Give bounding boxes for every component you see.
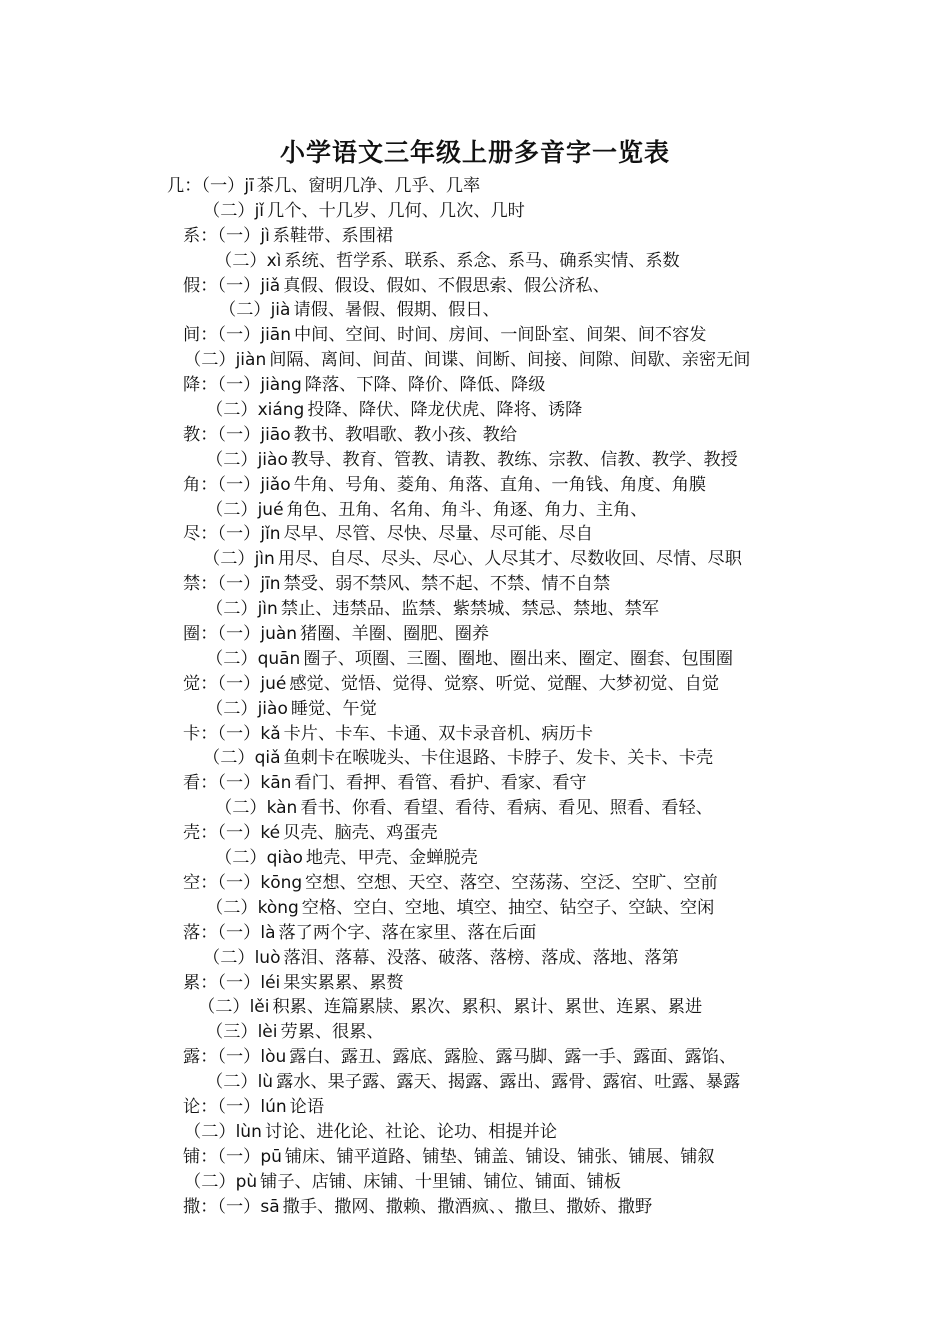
- entry-words: 卡片、卡车、卡通、双卡录音机、病历卡: [283, 723, 593, 744]
- entry-pinyin: kòng: [257, 897, 299, 918]
- entry-words: 教导、教育、管教、请教、教练、宗教、信教、教学、教授: [290, 449, 738, 470]
- entry-prefix: （二）: [203, 748, 255, 769]
- entry-prefix: 角：（一）: [183, 474, 261, 495]
- list-item: [0, 1070, 950, 1095]
- entry-prefix: （二）: [206, 1072, 258, 1093]
- page-title: 小学语文三年级上册多音字一览表: [279, 138, 670, 167]
- entry-words: 撒手、撒网、撒赖、撒酒疯、、撒旦、撒娇、撒野: [282, 1196, 653, 1217]
- entry-prefix: （二）: [203, 947, 255, 968]
- entry-pinyin: sā: [260, 1196, 280, 1217]
- entry-pinyin: juàn: [260, 624, 298, 645]
- entry-words: 间隔、离间、间苗、间谍、间断、间接、间隙、间歇、亲密无间: [269, 350, 751, 371]
- list-item: [0, 647, 950, 672]
- entry-prefix: （二）: [215, 250, 267, 271]
- entry-prefix: （二）: [184, 1121, 236, 1142]
- entry-words: 看门、看押、看管、看护、看家、看守: [294, 773, 587, 794]
- entry-words: 真假、假设、假如、不假思索、假公济私、: [283, 275, 610, 296]
- entry-pinyin: lún: [260, 1096, 287, 1117]
- entry-words: 牛角、号角、菱角、角落、直角、一角钱、角度、角膜: [293, 474, 707, 495]
- entry-prefix: 尽：（一）: [183, 524, 261, 545]
- entry-words: 鱼刺卡在喉咙头、卡住退路、卡脖子、发卡、关卡、卡壳: [283, 748, 714, 769]
- list-item: [0, 547, 950, 572]
- list-item: [0, 1145, 950, 1170]
- list-item: [0, 224, 950, 249]
- list-item: [0, 722, 950, 747]
- entry-words: 禁止、违禁品、监禁、紫禁城、禁忌、禁地、禁军: [280, 599, 659, 620]
- entry-words: 落泪、落幕、没落、破落、落榜、落成、落地、落第: [283, 947, 679, 968]
- entry-pinyin: jìn: [257, 599, 278, 620]
- entry-words: 茶几、窗明几净、几乎、几率: [256, 176, 481, 196]
- entry-pinyin: jìn: [254, 549, 275, 570]
- entry-pinyin: pū: [260, 1146, 282, 1167]
- list-item: [0, 697, 950, 722]
- list-item: [0, 199, 950, 224]
- entry-pinyin: jiāo: [260, 424, 291, 445]
- entry-words: 中间、空间、时间、房间、一间卧室、间架、间不容发: [293, 325, 707, 346]
- entry-prefix: 几：（一）: [167, 176, 245, 196]
- list-item: [0, 274, 950, 299]
- list-item: [0, 871, 950, 896]
- entry-words: 系鞋带、系围裙: [272, 225, 394, 246]
- entry-words: 讨论、进化论、社论、论功、相提并论: [264, 1121, 558, 1142]
- entry-pinyin: quān: [257, 648, 301, 669]
- entry-pinyin: xì: [266, 250, 282, 271]
- entry-prefix: （二）: [206, 897, 258, 918]
- entry-prefix: 禁：（一）: [183, 574, 261, 595]
- entry-pinyin: jiàng: [260, 375, 302, 396]
- entry-pinyin: lù: [257, 1072, 274, 1093]
- list-item: [0, 522, 950, 547]
- entry-prefix: 露：（一）: [183, 1047, 261, 1068]
- entry-pinyin: pù: [235, 1171, 258, 1192]
- entry-prefix: 降：（一）: [183, 375, 261, 396]
- list-item: [0, 821, 950, 846]
- list-item: [0, 448, 950, 473]
- entry-words: 用尽、自尽、尽头、尽心、人尽其才、尽数收回、尽情、尽职: [277, 549, 742, 570]
- entry-words: 劳累、很累、: [280, 1022, 384, 1043]
- list-item: [0, 1045, 950, 1070]
- list-item: [0, 373, 950, 398]
- entry-pinyin: qiào: [266, 848, 303, 869]
- entry-pinyin: lùn: [235, 1121, 262, 1142]
- list-item: [0, 896, 950, 921]
- list-item: [0, 597, 950, 622]
- list-item: [0, 771, 950, 796]
- entry-words: 降落、下降、降价、降低、降级: [304, 375, 546, 396]
- entry-prefix: 空：（一）: [183, 872, 261, 893]
- entry-prefix: （二）: [203, 200, 255, 221]
- entry-prefix: （二）: [219, 300, 271, 321]
- list-item: [0, 398, 950, 423]
- entry-pinyin: jiàn: [235, 350, 267, 371]
- entry-words: 露水、果子露、露天、揭露、露出、露骨、露宿、吐露、暴露: [276, 1072, 741, 1093]
- entry-pinyin: jué: [260, 673, 287, 694]
- entry-pinyin: ké: [260, 823, 281, 844]
- entry-words: 空想、空想、天空、落空、空荡荡、空泛、空旷、空前: [305, 872, 718, 893]
- entry-pinyin: qiǎ: [254, 748, 281, 769]
- entry-prefix: 卡：（一）: [183, 723, 261, 744]
- entry-words: 猪圈、羊圈、圈肥、圈养: [300, 624, 490, 645]
- entry-words: 禁受、弱不禁风、禁不起、不禁、情不自禁: [283, 574, 611, 595]
- entry-prefix: （三）: [206, 1022, 258, 1043]
- list-item: [0, 323, 950, 348]
- list-item: [0, 672, 950, 697]
- entry-words: 投降、降伏、降龙伏虎、降将、诱降: [307, 400, 583, 421]
- entry-prefix: （二）: [206, 499, 258, 520]
- entry-pinyin: jué: [257, 499, 284, 520]
- entry-prefix: 壳：（一）: [183, 823, 261, 844]
- entry-prefix: （二）: [206, 599, 258, 620]
- entry-prefix: （二）: [215, 798, 267, 819]
- entry-words: 果实累累、累赘: [283, 972, 404, 993]
- entry-words: 论语: [289, 1096, 325, 1117]
- entry-words: 感觉、觉悟、觉得、觉察、听觉、觉醒、大梦初觉、自觉: [289, 673, 720, 694]
- entry-pinyin: jiào: [257, 449, 288, 470]
- entry-words: 睡觉、午觉: [290, 698, 377, 719]
- entry-words: 角色、丑角、名角、角斗、角逐、角力、主角、: [286, 499, 648, 520]
- entry-prefix: 铺：（一）: [183, 1146, 261, 1167]
- list-item: [0, 348, 950, 373]
- list-item: [0, 1020, 950, 1045]
- entry-pinyin: jī: [244, 176, 254, 196]
- list-item: [0, 1120, 950, 1145]
- list-item: [0, 622, 950, 647]
- entry-pinyin: kōng: [260, 872, 303, 893]
- entry-words: 圈子、项圈、三圈、圈地、圈出来、圈定、圈套、包围圈: [303, 648, 734, 669]
- list-item: [0, 298, 950, 323]
- entry-words: 请假、暑假、假期、假日、: [293, 300, 500, 321]
- entry-prefix: （二）: [206, 400, 258, 421]
- entry-words: 教书、教唱歌、教小孩、教给: [293, 424, 518, 445]
- entry-pinyin: xiáng: [257, 400, 305, 421]
- entry-words: 看书、你看、看望、看待、看病、看见、照看、看轻、: [300, 798, 713, 819]
- list-item: [0, 1195, 950, 1220]
- entry-pinyin: jǐn: [260, 524, 281, 545]
- list-item: [0, 846, 950, 871]
- entry-words: 铺子、店铺、床铺、十里铺、铺位、铺面、铺板: [260, 1171, 622, 1192]
- entry-prefix: 论：（一）: [183, 1096, 261, 1117]
- entry-pinyin: lěi: [249, 997, 270, 1018]
- entry-prefix: 系：（一）: [183, 225, 261, 246]
- list-item: [0, 796, 950, 821]
- entry-prefix: 教：（一）: [183, 424, 261, 445]
- entry-prefix: （二）: [215, 848, 267, 869]
- entry-prefix: 圈：（一）: [183, 624, 261, 645]
- entry-prefix: 间：（一）: [183, 325, 261, 346]
- entry-words: 空格、空白、空地、填空、抽空、钻空子、空缺、空闲: [301, 897, 715, 918]
- entry-pinyin: kàn: [266, 798, 298, 819]
- entry-prefix: 累：（一）: [183, 972, 261, 993]
- entry-prefix: （二）: [184, 1171, 236, 1192]
- entry-pinyin: léi: [260, 972, 281, 993]
- entry-prefix: 假：（一）: [183, 275, 261, 296]
- entry-prefix: （二）: [198, 997, 250, 1018]
- entry-pinyin: kǎ: [260, 723, 281, 744]
- entry-pinyin: jià: [270, 300, 291, 321]
- list-item: [0, 423, 950, 448]
- entry-pinyin: jì: [260, 225, 270, 246]
- entry-prefix: 觉：（一）: [183, 673, 261, 694]
- entry-pinyin: lèi: [257, 1022, 278, 1043]
- list-item: [0, 971, 950, 996]
- entry-words: 积累、连篇累牍、累次、累积、累计、累世、连累、累进: [272, 997, 703, 1018]
- entry-pinyin: jīn: [260, 574, 281, 595]
- entry-pinyin: kān: [260, 773, 292, 794]
- entry-prefix: （二）: [206, 449, 258, 470]
- entry-pinyin: jiào: [257, 698, 288, 719]
- entry-words: 几个、十几岁、几何、几次、几时: [267, 200, 525, 221]
- entry-prefix: （二）: [184, 350, 236, 371]
- entry-words: 系统、哲学系、联系、系念、系马、确系实情、系数: [284, 250, 680, 271]
- list-item: [0, 746, 950, 771]
- list-item: [0, 1170, 950, 1195]
- entry-prefix: （二）: [206, 698, 258, 719]
- entry-words: 露白、露丑、露底、露脸、露马脚、露一手、露面、露馅、: [289, 1047, 737, 1068]
- list-item: [0, 174, 950, 199]
- entry-words: 贝壳、脑壳、鸡蛋壳: [283, 823, 438, 844]
- entry-words: 铺床、铺平道路、铺垫、铺盖、铺设、铺张、铺展、铺叙: [284, 1146, 715, 1167]
- list-item: [0, 473, 950, 498]
- entry-prefix: 撒：（一）: [183, 1196, 261, 1217]
- list-item: [0, 498, 950, 523]
- entry-prefix: 看：（一）: [183, 773, 261, 794]
- entry-pinyin: jiǎ: [260, 275, 281, 296]
- polyphone-list: [0, 174, 950, 1219]
- list-item: [0, 995, 950, 1020]
- entry-pinyin: là: [260, 922, 276, 943]
- entry-prefix: （二）: [203, 549, 255, 570]
- entry-pinyin: lòu: [260, 1047, 287, 1068]
- list-item: [0, 946, 950, 971]
- entry-pinyin: jiǎo: [260, 474, 291, 495]
- entry-prefix: （二）: [206, 648, 258, 669]
- list-item: [0, 572, 950, 597]
- list-item: [0, 921, 950, 946]
- entry-words: 尽早、尽管、尽快、尽量、尽可能、尽自: [283, 524, 593, 545]
- entry-prefix: 落：（一）: [183, 922, 261, 943]
- entry-words: 地壳、甲壳、金蝉脱壳: [305, 848, 478, 869]
- entry-pinyin: jǐ: [254, 200, 265, 221]
- list-item: [0, 249, 950, 274]
- entry-pinyin: luò: [254, 947, 281, 968]
- entry-words: 落了两个字、落在家里、落在后面: [278, 922, 537, 943]
- list-item: [0, 1095, 950, 1120]
- entry-pinyin: jiān: [260, 325, 291, 346]
